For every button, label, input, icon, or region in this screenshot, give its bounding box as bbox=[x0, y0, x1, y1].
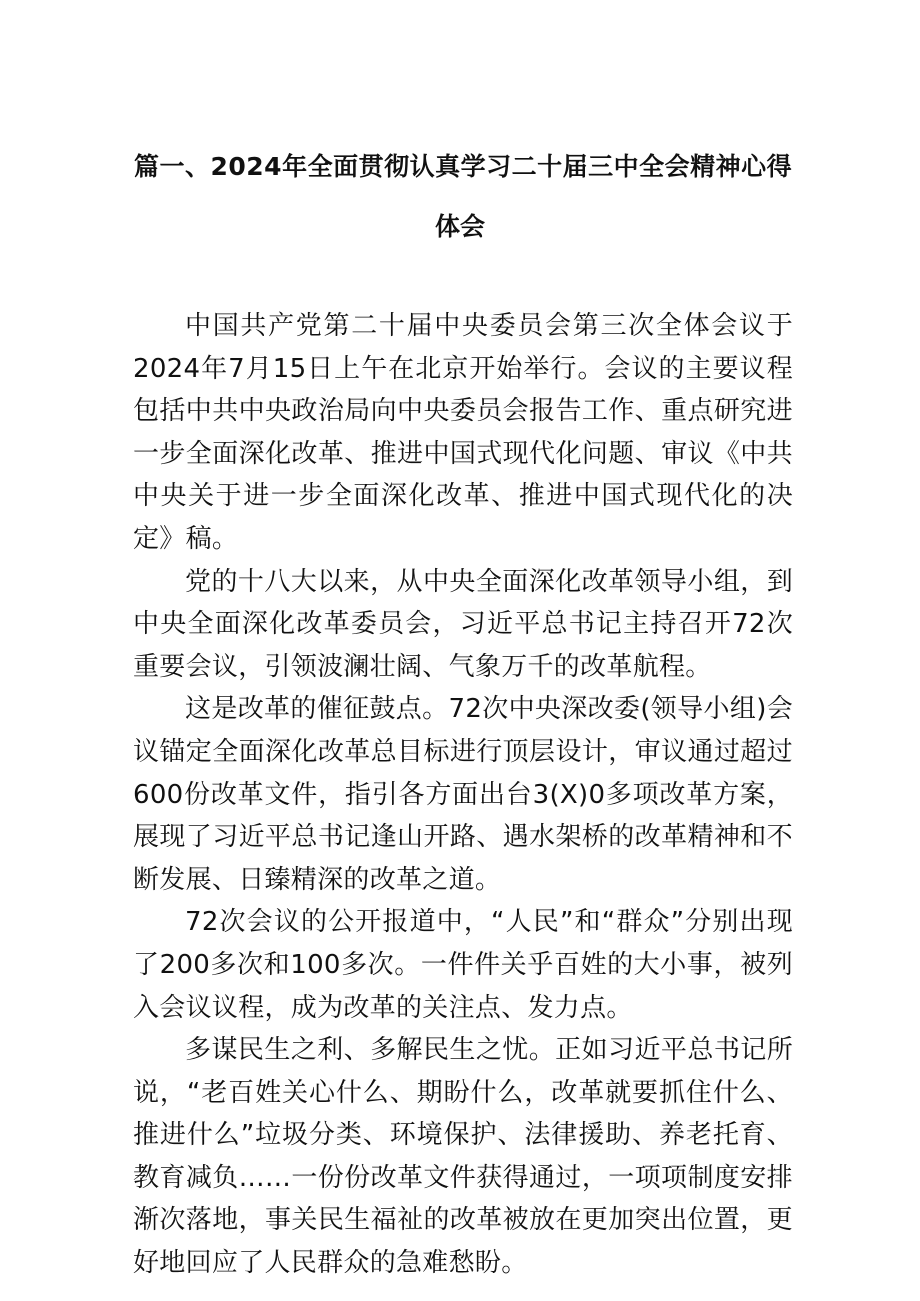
document-title-continued: 体会 bbox=[434, 212, 485, 241]
paragraph: 中国共产党第二十届中央委员会第三次全体会议于2024年7月15日上午在北京开始举行。会议的主要议程包括中共中央政治局向中央委员会报告工作、重点研究进一步全面深化改革、推进中国式现代化问题、审议《中共中央关于进一步全面深化改革、推进中国式现代化的决定》稿。 bbox=[133, 311, 793, 554]
paragraph: 党的十八大以来，从中央全面深化改革领导小组，到中央全面深化改革委员会，习近平总书记主持召开72次重要会议，引领波澜壮阔、气象万千的改革航程。 bbox=[133, 566, 793, 682]
paragraph: 72次会议的公开报道中，“人民”和“群众”分别出现了200多次和100多次。一件件关乎百姓的大小事，被列入会议议程，成为改革的关注点、发力点。 bbox=[133, 907, 793, 1023]
document-title: 篇一、2024年全面贯彻认真学习二十届三中全会精神心得 bbox=[134, 152, 793, 181]
paragraph: 多谋民生之利、多解民生之忧。正如习近平总书记所说，“老百姓关心什么、期盼什么，改革就要抓住什么、推进什么”垃圾分类、环境保护、法律援助、养老托育、教育减负……一份份改革文件获得通过，一项项制度安排渐次落地，事关民生福祉的改革被放在更加突出位置，更好地回应了人民群众的急难愁盼。 bbox=[133, 1035, 793, 1279]
document-body bbox=[133, 305, 793, 1285]
paragraph: 这是改革的催征鼓点。72次中央深改委(领导小组)会议锚定全面深化改革总目标进行顶层设计，审议通过超过600份改革文件，指引各方面出台3(X)0多项改革方案，展现了习近平总书记逢山开路、遇水架桥的改革精神和不断发展、日臻精深的改革之道。 bbox=[133, 694, 793, 895]
